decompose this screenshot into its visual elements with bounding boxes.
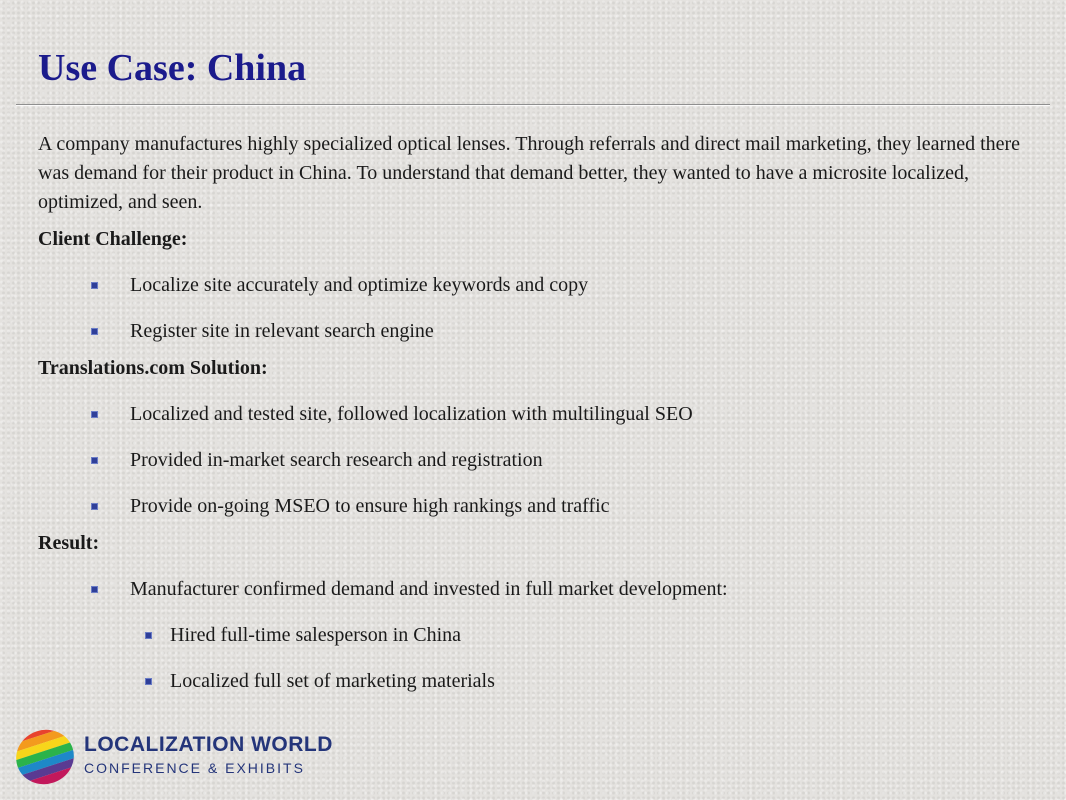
striped-globe-icon [14, 727, 76, 787]
square-bullet-icon [145, 678, 152, 685]
list-item-text: Register site in relevant search engine [130, 320, 434, 342]
solution-heading: Translations.com Solution: [38, 357, 268, 379]
localization-world-logo [14, 727, 333, 787]
square-bullet-icon [91, 328, 98, 335]
sub-list-item [38, 667, 1038, 695]
list-item [38, 492, 1038, 520]
list-item-text: Hired full-time salesperson in China [170, 624, 462, 646]
challenge-list [38, 271, 1038, 345]
result-list [38, 575, 1038, 695]
list-item [38, 317, 1038, 345]
list-item [38, 575, 1038, 603]
intro-paragraph: A company manufactures highly specialized optical lenses. Through referrals and direct mail marketing, they learned there was demand for their product in China. To understand that demand better, they wanted to have a microsite localized, optimized, and seen. [38, 133, 1021, 213]
logo-title: LOCALIZATION WORLD [84, 733, 333, 756]
list-item-text: Localized full set of marketing materials [170, 670, 495, 692]
challenge-heading: Client Challenge: [38, 228, 188, 250]
solution-list [38, 400, 1038, 520]
square-bullet-icon [91, 282, 98, 289]
sub-list-item [38, 621, 1038, 649]
square-bullet-icon [145, 632, 152, 639]
slide-body [38, 130, 1038, 695]
logo-subtitle: CONFERENCE & EXHIBITS [84, 760, 305, 776]
list-item [38, 271, 1038, 299]
list-item-text: Provided in-market search research and registration [130, 449, 543, 471]
title-divider [16, 104, 1050, 105]
list-item-text: Localized and tested site, followed localization with multilingual SEO [130, 403, 693, 425]
result-heading: Result: [38, 532, 100, 554]
square-bullet-icon [91, 457, 98, 464]
square-bullet-icon [91, 586, 98, 593]
list-item-text: Manufacturer confirmed demand and invested in full market development: [130, 578, 728, 600]
square-bullet-icon [91, 411, 98, 418]
list-item-text: Localize site accurately and optimize keywords and copy [130, 274, 589, 296]
list-item-text: Provide on-going MSEO to ensure high rankings and traffic [130, 495, 610, 517]
list-item [38, 446, 1038, 474]
list-item [38, 400, 1038, 428]
slide-title: Use Case: China [38, 47, 307, 89]
square-bullet-icon [91, 503, 98, 510]
